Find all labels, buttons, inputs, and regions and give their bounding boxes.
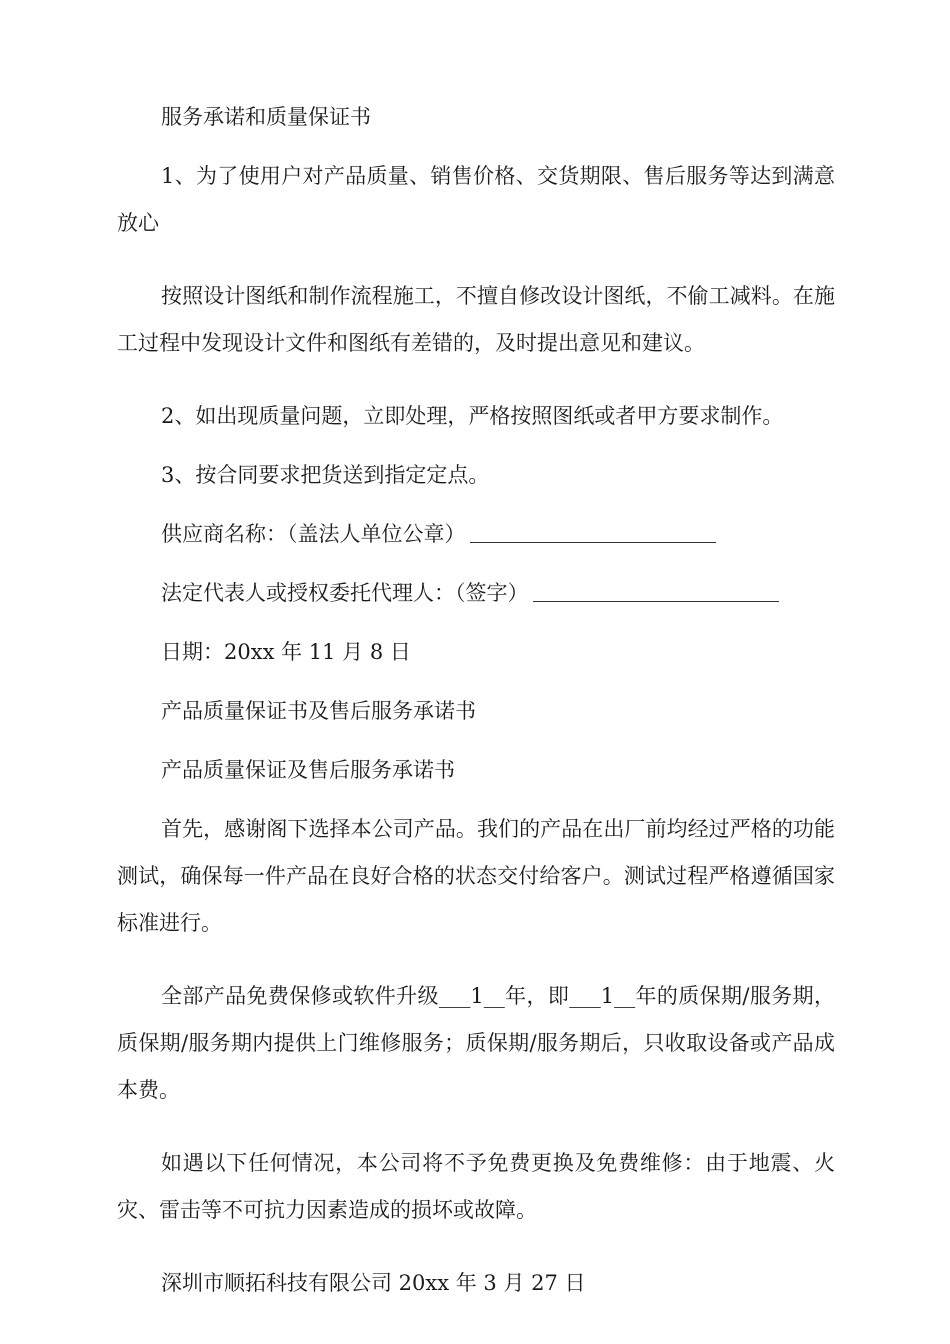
- exclusion-paragraph: 如遇以下任何情况，本公司将不予免费更换及免费维修：由于地震、火灾、雷击等不可抗力因素造成的损坏或故障。: [117, 1151, 835, 1222]
- commitment-item-3: 3、按合同要求把货送到指定定点。: [161, 463, 490, 487]
- construction-paragraph: 按照设计图纸和制作流程施工，不擅自修改设计图纸，不偷工减料。在施工过程中发现设计文件和图纸有差错的，及时提出意见和建议。: [117, 284, 835, 355]
- supplier-name-label: 供应商名称：（盖法人单位公章）: [161, 522, 466, 546]
- warranty-text-start: 全部产品免费保修或软件升级: [161, 984, 439, 1008]
- document-title-product-warranty: 产品质量保证书及售后服务承诺书: [161, 699, 476, 723]
- warranty-text-middle: 年，即: [504, 984, 570, 1008]
- warranty-text-end: 年的质保期/服务期，质保期/服务期内提供上门维修服务；质保期/服务期后，只收取设备或产品成本费。: [117, 984, 836, 1102]
- warranty-period-paragraph: [117, 973, 835, 1114]
- supplier-name-blank: [470, 522, 716, 543]
- supplier-name-line: [117, 511, 835, 558]
- document-subtitle-product-warranty: 产品质量保证及售后服务承诺书: [161, 758, 455, 782]
- representative-label: 法定代表人或授权委托代理人：（签字）: [161, 581, 529, 605]
- introduction-paragraph: 首先，感谢阁下选择本公司产品。我们的产品在出厂前均经过严格的功能测试，确保每一件产品在良好合格的状态交付给客户。测试过程严格遵循国家标准进行。: [117, 817, 835, 935]
- first-date-line: 日期：20xx 年 11 月 8 日: [161, 640, 411, 664]
- company-closing-line: 深圳市顺拓科技有限公司 20xx 年 3 月 27 日: [161, 1271, 586, 1295]
- representative-signature-blank: [533, 581, 779, 602]
- commitment-item-1: 1、为了使用户对产品质量、销售价格、交货期限、售后服务等达到满意放心: [117, 164, 835, 235]
- commitment-item-2: 2、如出现质量问题，立即处理，严格按照图纸或者甲方要求制作。: [161, 404, 784, 428]
- document-title-service-commitment: 服务承诺和质量保证书: [161, 105, 371, 129]
- warranty-years-fill-1: ___1__: [438, 984, 505, 1008]
- warranty-years-fill-2: ___1__: [569, 984, 636, 1008]
- representative-line: [117, 570, 835, 617]
